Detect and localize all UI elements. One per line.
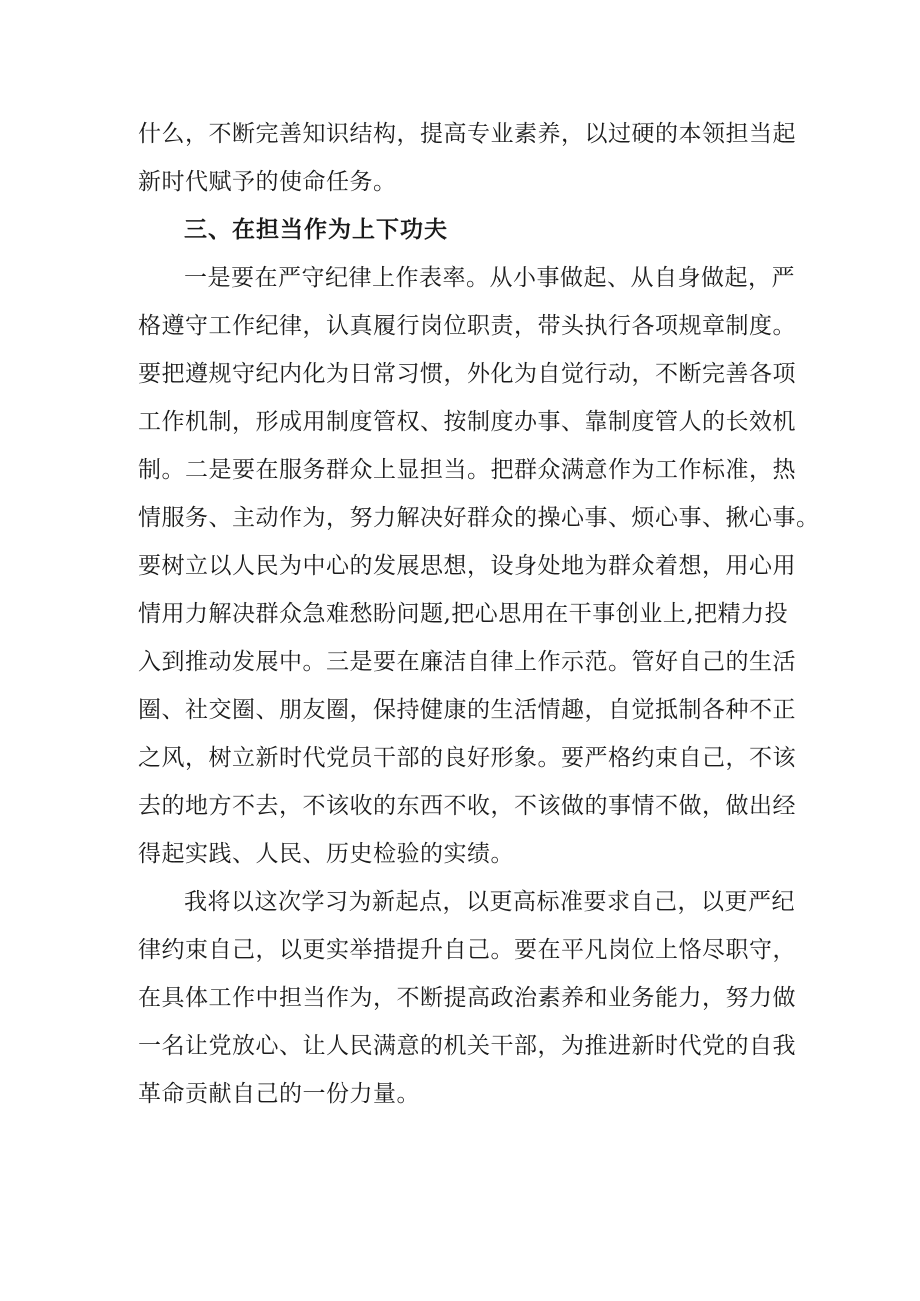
paragraph-discipline-service-integrity	[138, 254, 820, 878]
paragraph-conclusion	[138, 878, 796, 1118]
text-line: 去的地方不去，不该收的东西不收，不该做的事情不做，做出经	[138, 793, 796, 819]
text-line: 情用力解决群众急难愁盼问题,把心思用在干事创业上,把精力投	[138, 601, 789, 627]
text-line: 要树立以人民为中心的发展思想，设身处地为群众着想，用心用	[138, 553, 796, 579]
text-line: 一名让党放心、让人民满意的机关干部，为推进新时代党的自我	[138, 1033, 796, 1059]
document-page	[138, 110, 820, 1118]
continuation-paragraph	[138, 110, 796, 206]
text-line: 之风，树立新时代党员干部的良好形象。要严格约束自己，不该	[138, 745, 796, 771]
text-line: 新时代赋予的使命任务。	[138, 169, 397, 195]
text-line: 制。二是要在服务群众上显担当。把群众满意作为工作标准，热	[138, 457, 796, 483]
section-heading: 三、在担当作为上下功夫	[184, 217, 448, 243]
text-line: 格遵守工作纪律，认真履行岗位职责，带头执行各项规章制度。	[138, 313, 796, 339]
text-line: 我将以这次学习为新起点，以更高标准要求自己，以更严纪	[184, 889, 795, 915]
text-line: 要把遵规守纪内化为日常习惯，外化为自觉行动，不断完善各项	[138, 361, 796, 387]
text-line: 工作机制，形成用制度管权、按制度办事、靠制度管人的长效机	[138, 409, 796, 435]
text-line: 一是要在严守纪律上作表率。从小事做起、从自身做起，严	[184, 265, 795, 291]
text-line: 在具体工作中担当作为，不断提高政治素养和业务能力，努力做	[138, 985, 796, 1011]
text-line: 入到推动发展中。三是要在廉洁自律上作示范。管好自己的生活	[138, 649, 796, 675]
text-line: 革命贡献自己的一份力量。	[138, 1081, 420, 1107]
text-line: 情服务、主动作为，努力解决好群众的操心事、烦心事、揪心事。	[138, 505, 820, 531]
text-line: 得起实践、人民、历史检验的实绩。	[138, 841, 514, 867]
text-line: 律约束自己，以更实举措提升自己。要在平凡岗位上恪尽职守，	[138, 937, 796, 963]
text-line: 圈、社交圈、朋友圈，保持健康的生活情趣，自觉抵制各种不正	[138, 697, 796, 723]
text-line: 什么，不断完善知识结构，提高专业素养，以过硬的本领担当起	[138, 121, 796, 147]
